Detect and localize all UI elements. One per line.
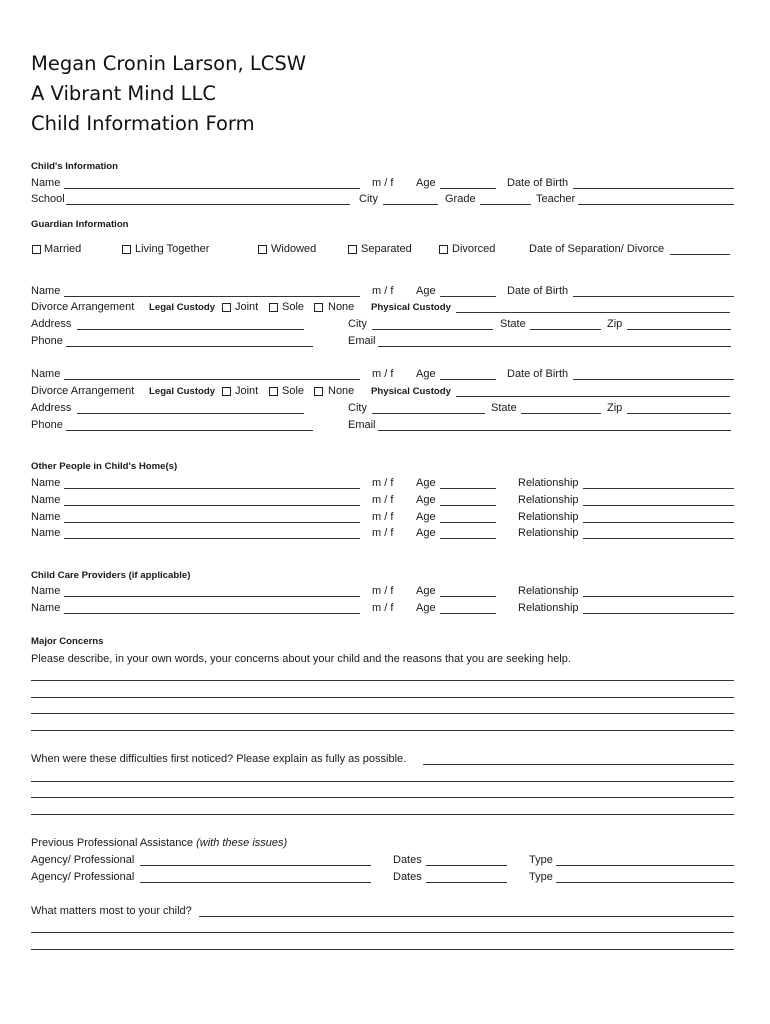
- noticed-line[interactable]: [423, 764, 734, 765]
- provider2-name-field[interactable]: [64, 613, 360, 614]
- other2-age-label: Age: [416, 494, 436, 506]
- child-sex-label[interactable]: m / f: [372, 177, 394, 189]
- dates1-label: Dates: [393, 854, 422, 866]
- previous-assistance-note: (with these issues): [196, 837, 288, 849]
- other4-sex-label[interactable]: m / f: [372, 527, 394, 539]
- other2-name-field[interactable]: [64, 505, 360, 506]
- provider1-age-label: Age: [416, 585, 436, 597]
- provider1-relationship-label: Relationship: [518, 585, 579, 597]
- guardian2-city-field[interactable]: [372, 413, 485, 414]
- provider1-age-field[interactable]: [440, 596, 496, 597]
- guardian2-address-label: Address: [31, 402, 72, 414]
- other4-relationship-field[interactable]: [583, 538, 734, 539]
- guardian2-legal-custody-label: Legal Custody: [149, 386, 216, 397]
- guardian1-address-field[interactable]: [77, 329, 304, 330]
- noticed-prompt: When were these difficulties first noticed? Please explain as fully as possible.: [31, 753, 407, 765]
- guardian2-sex-label[interactable]: m / f: [372, 368, 394, 380]
- guardian1-phone-label: Phone: [31, 335, 63, 347]
- living-together-label: Living Together: [135, 243, 210, 255]
- concerns-line[interactable]: [31, 697, 734, 698]
- concerns-line[interactable]: [31, 730, 734, 731]
- other2-sex-label[interactable]: m / f: [372, 494, 394, 506]
- guardian2-physical-custody-field[interactable]: [456, 396, 730, 397]
- matters-prompt: What matters most to your child?: [31, 905, 192, 917]
- other1-name-label: Name: [31, 477, 61, 489]
- guardian2-divorce-label: Divorce Arrangement: [31, 385, 135, 397]
- other4-name-field[interactable]: [64, 538, 360, 539]
- guardian2-age-label: Age: [416, 368, 436, 380]
- guardian2-none-label: None: [328, 385, 355, 397]
- other3-age-label: Age: [416, 511, 436, 523]
- guardian1-zip-field[interactable]: [627, 329, 731, 330]
- section-guardian-information: Guardian Information: [31, 219, 129, 230]
- other2-age-field[interactable]: [440, 505, 496, 506]
- agency2-field[interactable]: [140, 882, 371, 883]
- guardian1-legal-custody-label: Legal Custody: [149, 302, 216, 313]
- dates2-label: Dates: [393, 871, 422, 883]
- guardian1-dob-field[interactable]: [573, 296, 734, 297]
- provider1-name-field[interactable]: [64, 596, 360, 597]
- other1-age-field[interactable]: [440, 488, 496, 489]
- widowed-checkbox[interactable]: [258, 245, 267, 254]
- guardian1-zip-label: Zip: [607, 318, 623, 330]
- provider2-relationship-label: Relationship: [518, 602, 579, 614]
- concerns-line[interactable]: [31, 680, 734, 681]
- guardian1-state-label: State: [500, 318, 526, 330]
- other3-relationship-label: Relationship: [518, 511, 579, 523]
- guardian2-dob-label: Date of Birth: [507, 368, 569, 380]
- guardian1-none-label: None: [328, 301, 355, 313]
- child-dob-label: Date of Birth: [507, 177, 569, 189]
- guardian1-name-field[interactable]: [64, 296, 360, 297]
- other3-sex-label[interactable]: m / f: [372, 511, 394, 523]
- guardian2-address-field[interactable]: [77, 413, 304, 414]
- child-grade-label: Grade: [445, 193, 476, 205]
- guardian1-age-label: Age: [416, 285, 436, 297]
- other1-relationship-field[interactable]: [583, 488, 734, 489]
- guardian2-phone-label: Phone: [31, 419, 63, 431]
- other4-name-label: Name: [31, 527, 61, 539]
- guardian2-sole-label: Sole: [282, 385, 305, 397]
- other4-relationship-label: Relationship: [518, 527, 579, 539]
- provider2-age-label: Age: [416, 602, 436, 614]
- guardian2-age-field[interactable]: [440, 379, 496, 380]
- child-teacher-label: Teacher: [536, 193, 576, 205]
- agency2-label: Agency/ Professional: [31, 871, 135, 883]
- guardian1-email-label: Email: [348, 335, 376, 347]
- other3-name-label: Name: [31, 511, 61, 523]
- provider2-relationship-field[interactable]: [583, 613, 734, 614]
- child-teacher-field[interactable]: [578, 204, 734, 205]
- matters-line[interactable]: [199, 916, 734, 917]
- divorced-label: Divorced: [452, 243, 496, 255]
- guardian1-address-label: Address: [31, 318, 72, 330]
- agency1-field[interactable]: [140, 865, 371, 866]
- guardian1-name-label: Name: [31, 285, 61, 297]
- dates1-field[interactable]: [426, 865, 507, 866]
- child-name-label: Name: [31, 177, 61, 189]
- form-title: Child Information Form: [31, 112, 255, 135]
- guardian1-state-field[interactable]: [530, 329, 601, 330]
- guardian2-state-label: State: [491, 402, 517, 414]
- provider2-sex-label[interactable]: m / f: [372, 602, 394, 614]
- child-city-label: City: [359, 193, 378, 205]
- married-checkbox[interactable]: [32, 245, 41, 254]
- noticed-line[interactable]: [31, 781, 734, 782]
- guardian1-age-field[interactable]: [440, 296, 496, 297]
- guardian2-email-field[interactable]: [378, 430, 731, 431]
- guardian1-dob-label: Date of Birth: [507, 285, 569, 297]
- other3-relationship-field[interactable]: [583, 522, 734, 523]
- widowed-label: Widowed: [271, 243, 317, 255]
- divorced-checkbox[interactable]: [439, 245, 448, 254]
- provider1-name-label: Name: [31, 585, 61, 597]
- other2-name-label: Name: [31, 494, 61, 506]
- concerns-line[interactable]: [31, 713, 734, 714]
- practice-name: A Vibrant Mind LLC: [31, 82, 216, 105]
- guardian2-name-label: Name: [31, 368, 61, 380]
- child-age-field[interactable]: [440, 188, 496, 189]
- guardian1-joint-checkbox[interactable]: [222, 303, 231, 312]
- child-school-field[interactable]: [66, 204, 350, 205]
- child-name-field[interactable]: [64, 188, 360, 189]
- guardian2-physical-custody-label: Physical Custody: [371, 386, 451, 397]
- previous-assistance-label: Previous Professional Assistance (with these issues): [31, 837, 288, 849]
- guardian2-name-field[interactable]: [64, 379, 360, 380]
- guardian1-email-field[interactable]: [378, 346, 731, 347]
- other1-age-label: Age: [416, 477, 436, 489]
- separation-date-label: Date of Separation/ Divorce: [529, 243, 665, 255]
- living-together-checkbox[interactable]: [122, 245, 131, 254]
- guardian2-state-field[interactable]: [521, 413, 601, 414]
- guardian1-physical-custody-label: Physical Custody: [371, 302, 451, 313]
- guardian2-joint-checkbox[interactable]: [222, 387, 231, 396]
- agency1-label: Agency/ Professional: [31, 854, 135, 866]
- matters-line[interactable]: [31, 949, 734, 950]
- guardian2-zip-field[interactable]: [627, 413, 731, 414]
- guardian2-sole-checkbox[interactable]: [269, 387, 278, 396]
- separated-checkbox[interactable]: [348, 245, 357, 254]
- guardian1-phone-field[interactable]: [66, 346, 313, 347]
- guardian1-physical-custody-field[interactable]: [456, 312, 730, 313]
- type2-label: Type: [529, 871, 553, 883]
- other1-name-field[interactable]: [64, 488, 360, 489]
- provider2-name-label: Name: [31, 602, 61, 614]
- married-label: Married: [44, 243, 82, 255]
- child-school-label: School: [31, 193, 65, 205]
- provider2-age-field[interactable]: [440, 613, 496, 614]
- practitioner-name: Megan Cronin Larson, LCSW: [31, 52, 306, 75]
- other2-relationship-label: Relationship: [518, 494, 579, 506]
- concerns-prompt: Please describe, in your own words, your concerns about your child and the reasons that you are seeking help.: [31, 653, 571, 665]
- noticed-line[interactable]: [31, 814, 734, 815]
- type1-label: Type: [529, 854, 553, 866]
- section-childs-information: Child's Information: [31, 161, 119, 172]
- other4-age-label: Age: [416, 527, 436, 539]
- guardian1-sole-checkbox[interactable]: [269, 303, 278, 312]
- other1-relationship-label: Relationship: [518, 477, 579, 489]
- guardian2-phone-field[interactable]: [66, 430, 313, 431]
- noticed-line[interactable]: [31, 797, 734, 798]
- other3-age-field[interactable]: [440, 522, 496, 523]
- guardian2-city-label: City: [348, 402, 367, 414]
- child-grade-field[interactable]: [480, 204, 531, 205]
- other4-age-field[interactable]: [440, 538, 496, 539]
- guardian2-joint-label: Joint: [235, 385, 259, 397]
- type2-field[interactable]: [556, 882, 734, 883]
- provider1-relationship-field[interactable]: [583, 596, 734, 597]
- section-other-people: Other People in Child's Home(s): [31, 461, 178, 472]
- matters-line[interactable]: [31, 932, 734, 933]
- section-major-concerns: Major Concerns: [31, 636, 104, 647]
- separated-label: Separated: [361, 243, 412, 255]
- guardian1-city-label: City: [348, 318, 367, 330]
- guardian1-divorce-label: Divorce Arrangement: [31, 301, 135, 313]
- guardian2-dob-field[interactable]: [573, 379, 734, 380]
- guardian2-email-label: Email: [348, 419, 376, 431]
- type1-field[interactable]: [556, 865, 734, 866]
- other1-sex-label[interactable]: m / f: [372, 477, 394, 489]
- guardian1-none-checkbox[interactable]: [314, 303, 323, 312]
- other2-relationship-field[interactable]: [583, 505, 734, 506]
- section-child-care-providers: Child Care Providers (if applicable): [31, 570, 191, 581]
- guardian1-city-field[interactable]: [372, 329, 493, 330]
- guardian1-sole-label: Sole: [282, 301, 305, 313]
- separation-date-field[interactable]: [670, 254, 730, 255]
- guardian1-joint-label: Joint: [235, 301, 259, 313]
- child-city-field[interactable]: [383, 204, 438, 205]
- dates2-field[interactable]: [426, 882, 507, 883]
- child-age-label: Age: [416, 177, 436, 189]
- guardian2-zip-label: Zip: [607, 402, 623, 414]
- guardian1-sex-label[interactable]: m / f: [372, 285, 394, 297]
- child-dob-field[interactable]: [573, 188, 734, 189]
- guardian2-none-checkbox[interactable]: [314, 387, 323, 396]
- other3-name-field[interactable]: [64, 522, 360, 523]
- provider1-sex-label[interactable]: m / f: [372, 585, 394, 597]
